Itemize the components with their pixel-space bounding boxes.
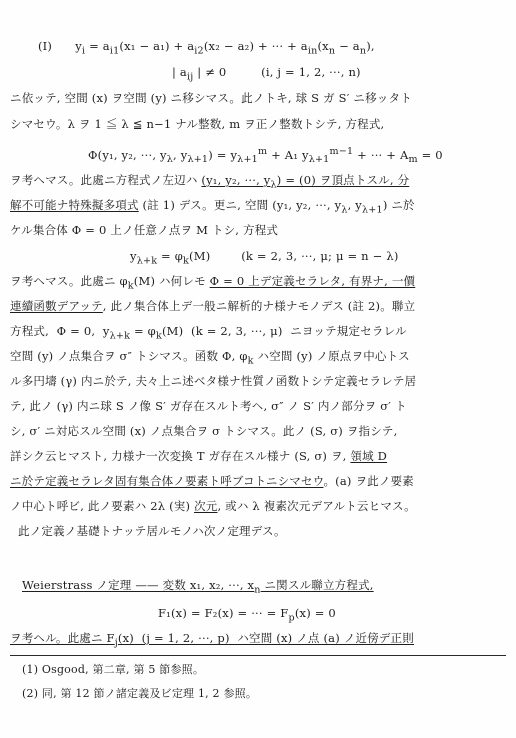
text-line: シ, σ′ ニ対応スル空間 (x) ノ点集合ヲ σ トシマス。此ノ (S, σ) ヲ指シテ, (10, 424, 398, 438)
footnote-1: (1) Osgood, 第二章, 第 5 節参照。 (22, 663, 205, 676)
text-line: 方程式, Φ = 0, $y_{\lambda+k} = \varphi_k(M) (k = 2$, 3, ···, μ) ニヨッテ規定セラレル (10, 324, 407, 342)
theorem-equation: F₁(x) = F₂(x) = ··· = $F_p(x) = 0$ (158, 606, 336, 624)
determinant-condition: | $a_{ij}$ | ≠ 0 (i, j = 1, 2, ···, n) (172, 65, 361, 83)
text-line: ケル集合体 Φ = 0 上ノ任意ノ点ヲ M トシ, 方程式 (10, 223, 279, 237)
text-line: 空間 (y) ノ点集合ヲ σ″ トシマス。函数 Φ, $\varphi_k$ ハ空間 (y) ノ原点ヲ中心トス (10, 349, 410, 367)
text-line: 詳シク云ヒマスト, 力様ナ一次変換 T ガ存在スル様ナ (S, σ) ヲ, 領域 D (10, 449, 388, 463)
text-line: 此ノ定義ノ基礎トナッテ居ルモノハ次ノ定理デス。 (18, 524, 286, 538)
text-line: ヲ考ヘル。此處ニ $F_j(x) (j = 1$, 2, ···, p) ハ空間 (x) ノ点 (a) ノ近傍デ正則 (10, 631, 414, 649)
text-line: ニ依ッテ, 空間 (x) ヲ空間 (y) ニ移シマス。此ノトキ, 球 S ガ S′ ニ移ッタト (10, 91, 412, 105)
equation-phik: $y_{\lambda+k} = \varphi_k(M)$ (k = 2, 3, ···, μ; μ = n − λ) (130, 249, 399, 267)
footnote-divider (10, 655, 506, 656)
text-line: テ, 此ノ (γ) 内ニ球 S ノ像 S′ ガ存在スルト考ヘ, σ″ ノ S′ 内ノ部分ヲ σ′ ト (10, 399, 407, 413)
equation-I: (I) $y_i = a_{i1}(x_1 - a_1) + a_{i2}(x_2 - a_2)$ + ··· + $a_{in}(x_n - a_n)$, (38, 39, 375, 57)
text-line: ニ於テ定義セラレタ固有集合体ノ要素ト呼ブコトニシマセウ。(a) ヲ此ノ要素 (10, 474, 414, 488)
text-line: ヲ考ヘマス。此處ニ $\varphi_k(M)$ ハ何レモ Φ = 0 上デ定義セラレタ, 有界ナ, 一價 (10, 274, 416, 292)
text-line: ノ中心ト呼ビ, 此ノ要素ハ 2λ (実) 次元, 或ハ λ 複素次元デアルト云ヒマス。 (10, 499, 416, 513)
text-line: 解不可能ナ特殊擬多項式 (註 1) デス。更ニ, 空間 (y₁, y₂, ···, $y_\lambda$, $y_{\lambda+1}$) ニ於 (10, 198, 415, 216)
text-line: シマセウ。λ ヲ 1 ≦ λ ≦ n−1 ナル整数, m ヲ正ノ整数トシテ, 方程式, (10, 117, 385, 131)
equation-phi: Φ(y₁, y₂, ···, $y_\lambda$, $y_{\lambda+1}) = y_{\lambda+1}^m + A_1$ $y_{\lambda+1}^{m-1}$ + ··· + $A_m = 0$ (88, 146, 443, 166)
theorem-heading: Weierstrass ノ定理 —— 変数 x₁, x₂, ···, $x_n$ ニ関スル聯立方程式, (22, 578, 374, 596)
text-line: ヲ考ヘマス。此處ニ方程式ノ左辺ハ (y₁, y₂, ···, $y_\lambda) = (0)$ ヲ頂点トスル, 分 (10, 173, 410, 191)
text-line: ル多円壔 (γ) 内ニ於テ, 夫々上ニ述ベタ様ナ性質ノ函数トシテ定義セラレテ居 (10, 374, 417, 388)
footnote-2: (2) 同, 第 12 節ノ諸定義及ビ定理 1, 2 参照。 (22, 687, 258, 700)
text-line: 連續函數デアッテ, 此ノ集合体上デ一般ニ解析的ナ様ナモノデス (註 2)。聯立 (10, 299, 416, 313)
